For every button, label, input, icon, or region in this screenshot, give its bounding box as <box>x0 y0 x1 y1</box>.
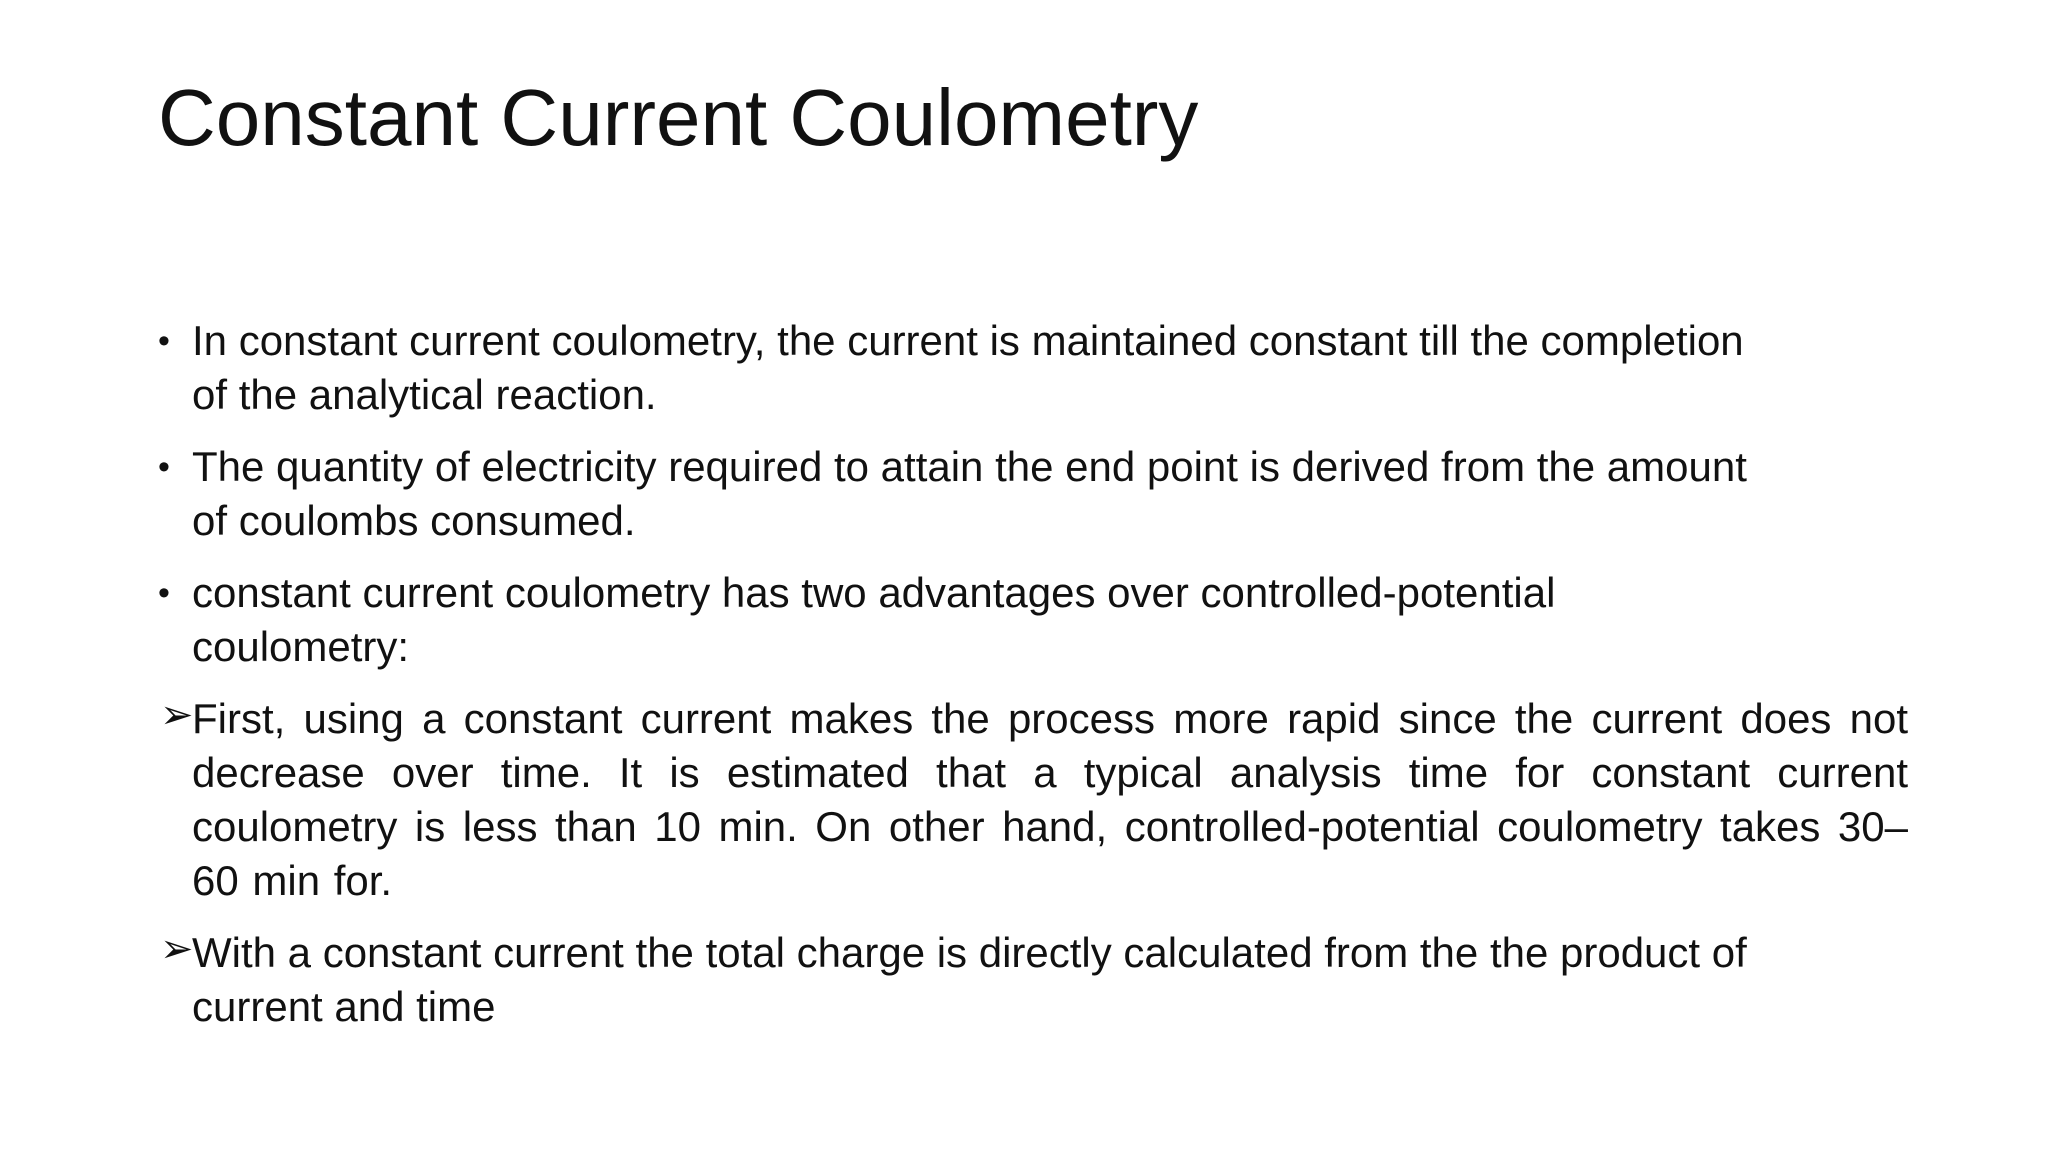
arrow-item-text: With a constant current the total charge is directly calculated from the the product of current and time <box>192 929 1747 1030</box>
arrow-item <box>158 692 1908 908</box>
bullet-text: In constant current coulometry, the current is maintained constant till the completion of the analytical reaction. <box>192 317 1744 418</box>
arrow-item-text: First, using a constant current makes the process more rapid since the current does not decrease over time. It is estimated that a typical analysis time for constant current coulometry is less than 10 min. On other hand, controlled-potential coulometry takes 30–60 min for. <box>192 695 1908 904</box>
bullet-icon: • <box>158 448 170 486</box>
bullet-item <box>158 314 1908 422</box>
bullet-text: The quantity of electricity required to attain the end point is derived from the amount of coulombs consumed. <box>192 443 1747 544</box>
arrow-bullet-icon: ➢ <box>160 927 194 971</box>
arrow-bullet-icon: ➢ <box>160 693 194 737</box>
bullet-icon: • <box>158 574 170 612</box>
bullet-item <box>158 440 1908 548</box>
bullet-text: constant current coulometry has two advantages over controlled-potential coulometry: <box>192 569 1556 670</box>
slide-title: Constant Current Coulometry <box>158 73 1199 162</box>
arrow-item <box>158 926 1908 1034</box>
slide-content <box>158 314 1908 1052</box>
bullet-item <box>158 566 1908 674</box>
bullet-icon: • <box>158 322 170 360</box>
